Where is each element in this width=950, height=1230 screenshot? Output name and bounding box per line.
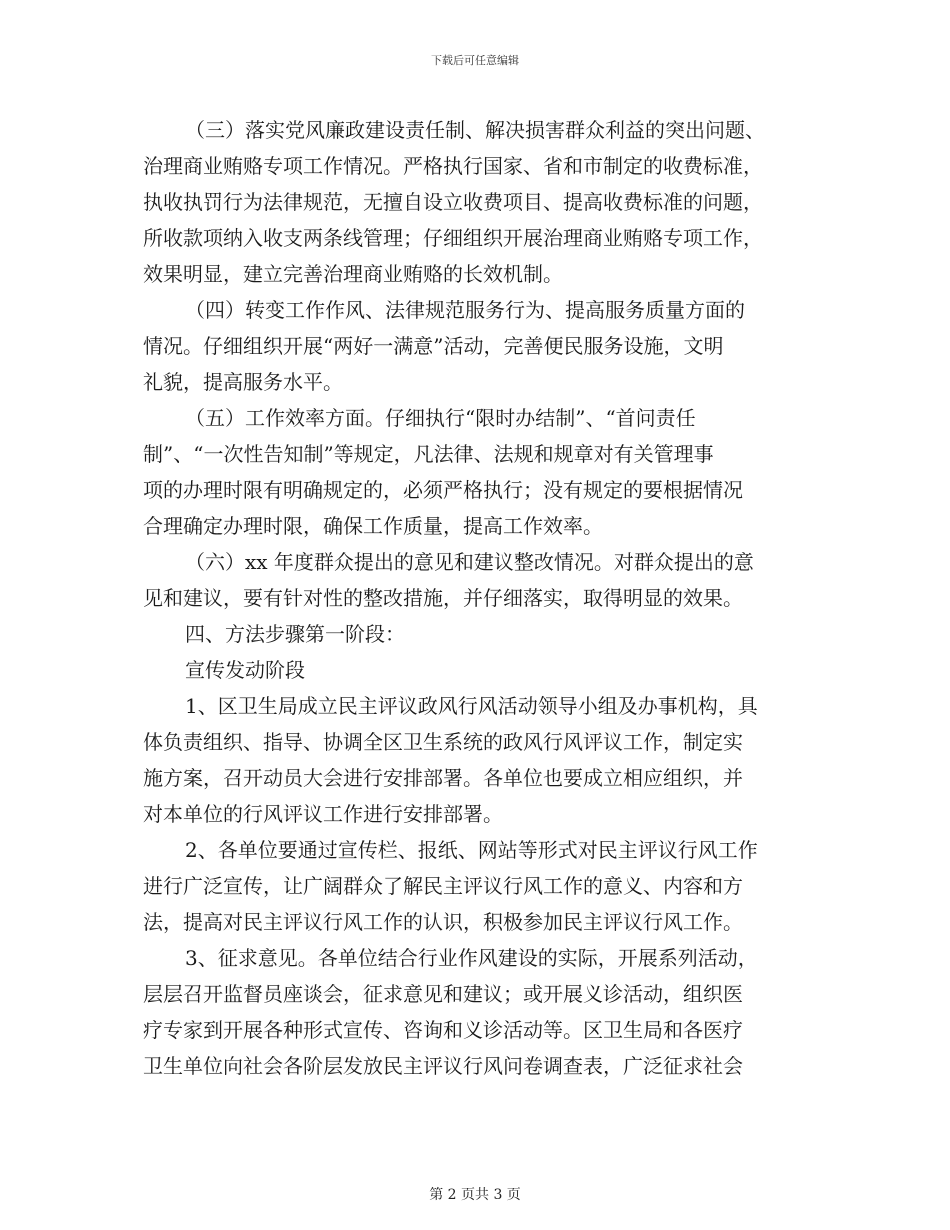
document-body xyxy=(143,112,809,1084)
text-line: 效果明显，建立完善治理商业贿赂的长效机制。 xyxy=(143,262,563,286)
text-line: 情况。仔细组织开展“两好一满意”活动，完善便民服务设施，文明 xyxy=(143,334,724,358)
text-line: 执收执罚行为法律规范，无擅自设立收费项目、提高收费标准的问题， xyxy=(143,190,763,214)
text-line: 3、征求意见。各单位结合行业作风建设的实际，开展系列活动， xyxy=(185,946,758,970)
text-line: （六）xx 年度群众提出的意见和建议整改情况。对群众提出的意 xyxy=(185,550,754,574)
text-line: 进行广泛宣传，让广阔群众了解民主评议行风工作的意义、内容和方 xyxy=(143,874,743,898)
text-line: 体负责组织、指导、协调全区卫生系统的政风行风评议工作，制定实 xyxy=(143,730,743,754)
text-line: 合理确定办理时限，确保工作质量，提高工作效率。 xyxy=(143,514,603,538)
text-line: 1、区卫生局成立民主评议政风行风活动领导小组及办事机构，具 xyxy=(185,694,758,718)
text-line: 卫生单位向社会各阶层发放民主评议行风问卷调查表，广泛征求社会 xyxy=(143,1054,743,1078)
text-line: 礼貌，提高服务水平。 xyxy=(143,370,343,394)
text-line: 宣传发动阶段 xyxy=(185,658,305,682)
page-header: 下载后可任意编辑 xyxy=(431,54,519,67)
text-line: 对本单位的行风评议工作进行安排部署。 xyxy=(143,802,503,826)
text-line: 法，提高对民主评议行风工作的认识，积极参加民主评议行风工作。 xyxy=(143,910,743,934)
text-line: 制”、“一次性告知制”等规定，凡法律、法规和规章对有关管理事 xyxy=(143,442,714,466)
text-line: （三）落实党风廉政建设责任制、解决损害群众利益的突出问题、 xyxy=(185,118,765,142)
text-line: 所收款项纳入收支两条线管理；仔细组织开展治理商业贿赂专项工作， xyxy=(143,226,763,250)
text-line: 疗专家到开展各种形式宣传、咨询和义诊活动等。区卫生局和各医疗 xyxy=(143,1018,743,1042)
text-line: 施方案，召开动员大会进行安排部署。各单位也要成立相应组织，并 xyxy=(143,766,743,790)
page-footer: 第 2 页共 3 页 xyxy=(429,1187,521,1203)
text-line: 治理商业贿赂专项工作情况。严格执行国家、省和市制定的收费标准， xyxy=(143,154,763,178)
text-line: 四、方法步骤第一阶段： xyxy=(185,622,405,646)
text-line: （四）转变工作作风、法律规范服务行为、提高服务质量方面的 xyxy=(185,298,745,322)
text-line: 2、各单位要通过宣传栏、报纸、网站等形式对民主评议行风工作 xyxy=(185,838,758,862)
text-line: 层层召开监督员座谈会，征求意见和建议；或开展义诊活动，组织医 xyxy=(143,982,743,1006)
text-line: 项的办理时限有明确规定的，必须严格执行；没有规定的要根据情况 xyxy=(143,478,743,502)
text-line: 见和建议，要有针对性的整改措施，并仔细落实，取得明显的效果。 xyxy=(143,586,743,610)
text-line: （五）工作效率方面。仔细执行“限时办结制”、“首问责任 xyxy=(185,406,696,430)
